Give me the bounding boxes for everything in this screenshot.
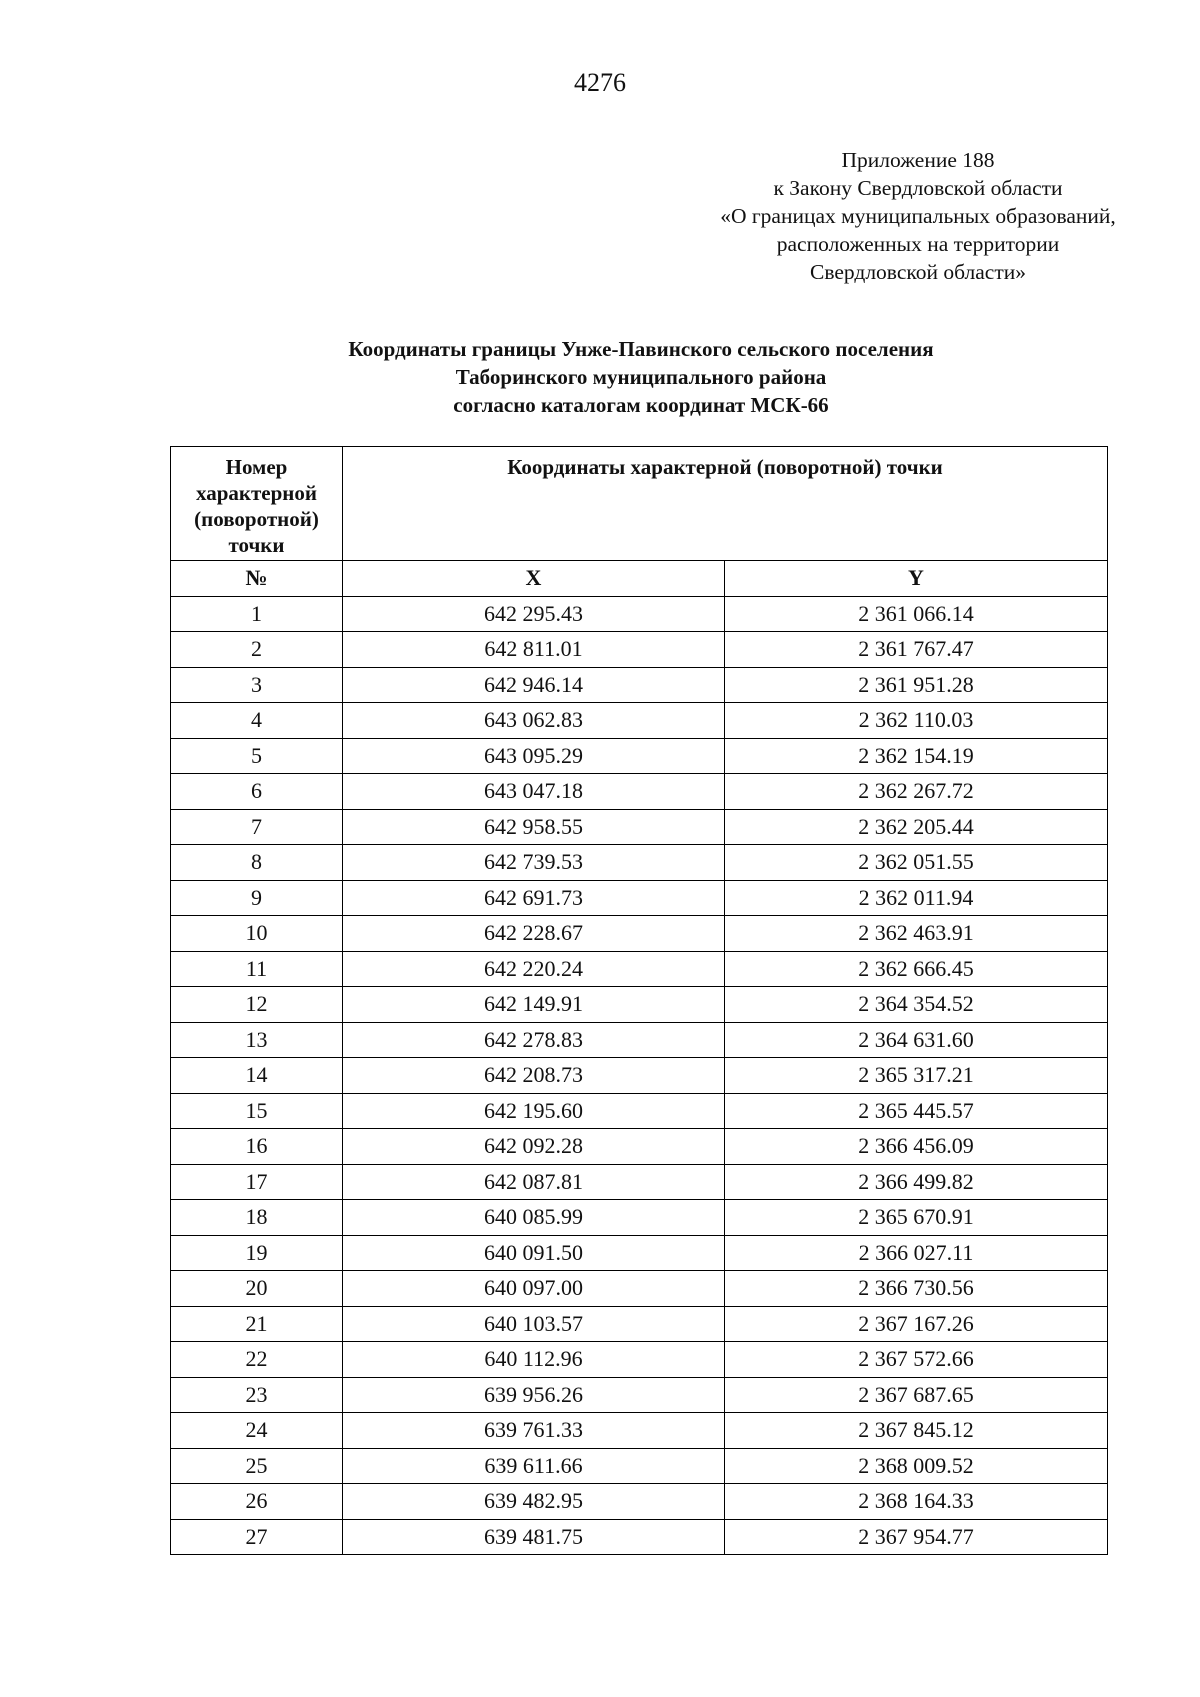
cell-y: 2 361 767.47 xyxy=(725,632,1108,668)
table-row xyxy=(171,916,1108,952)
cell-point-number: 1 xyxy=(171,596,343,632)
cell-y: 2 365 445.57 xyxy=(725,1093,1108,1129)
cell-y: 2 364 631.60 xyxy=(725,1022,1108,1058)
cell-x: 639 761.33 xyxy=(343,1413,725,1449)
table-row xyxy=(171,1235,1108,1271)
cell-x: 642 278.83 xyxy=(343,1022,725,1058)
appendix-line: Приложение 188 xyxy=(841,148,995,172)
cell-x: 640 103.57 xyxy=(343,1306,725,1342)
appendix-line: «О границах муниципальных образований, xyxy=(720,204,1116,228)
table-row xyxy=(171,596,1108,632)
table-row xyxy=(171,951,1108,987)
cell-y: 2 364 354.52 xyxy=(725,987,1108,1023)
table-row xyxy=(171,1164,1108,1200)
cell-x: 642 195.60 xyxy=(343,1093,725,1129)
cell-x: 642 811.01 xyxy=(343,632,725,668)
table-row xyxy=(171,774,1108,810)
cell-x: 643 047.18 xyxy=(343,774,725,810)
cell-y: 2 366 730.56 xyxy=(725,1271,1108,1307)
cell-point-number: 12 xyxy=(171,987,343,1023)
header-coordinates: Координаты характерной (поворотной) точки xyxy=(343,447,1108,561)
cell-point-number: 10 xyxy=(171,916,343,952)
table-row xyxy=(171,1448,1108,1484)
table-row xyxy=(171,703,1108,739)
header-line: (поворотной) xyxy=(194,507,319,531)
cell-point-number: 2 xyxy=(171,632,343,668)
title-line: Координаты границы Унже-Павинского сельского поселения xyxy=(348,337,934,361)
cell-point-number: 19 xyxy=(171,1235,343,1271)
cell-x: 643 062.83 xyxy=(343,703,725,739)
cell-point-number: 13 xyxy=(171,1022,343,1058)
cell-point-number: 25 xyxy=(171,1448,343,1484)
table-row xyxy=(171,1519,1108,1555)
table-row xyxy=(171,845,1108,881)
cell-point-number: 9 xyxy=(171,880,343,916)
cell-x: 642 149.91 xyxy=(343,987,725,1023)
cell-y: 2 365 670.91 xyxy=(725,1200,1108,1236)
header-x: X xyxy=(343,561,725,597)
table-subheader-row xyxy=(171,561,1108,597)
cell-point-number: 18 xyxy=(171,1200,343,1236)
cell-y: 2 368 164.33 xyxy=(725,1484,1108,1520)
cell-x: 643 095.29 xyxy=(343,738,725,774)
cell-point-number: 17 xyxy=(171,1164,343,1200)
cell-point-number: 15 xyxy=(171,1093,343,1129)
cell-point-number: 16 xyxy=(171,1129,343,1165)
appendix-line: Свердловской области» xyxy=(810,260,1026,284)
cell-x: 642 946.14 xyxy=(343,667,725,703)
cell-x: 640 112.96 xyxy=(343,1342,725,1378)
table-row xyxy=(171,1058,1108,1094)
table-row xyxy=(171,1022,1108,1058)
cell-y: 2 362 051.55 xyxy=(725,845,1108,881)
cell-point-number: 3 xyxy=(171,667,343,703)
appendix-line: к Закону Свердловской области xyxy=(773,176,1063,200)
cell-x: 642 691.73 xyxy=(343,880,725,916)
header-point-number xyxy=(171,447,343,561)
cell-y: 2 362 666.45 xyxy=(725,951,1108,987)
cell-point-number: 11 xyxy=(171,951,343,987)
header-line: точки xyxy=(228,533,285,557)
table-row xyxy=(171,1306,1108,1342)
table-row xyxy=(171,667,1108,703)
cell-x: 642 958.55 xyxy=(343,809,725,845)
cell-y: 2 367 572.66 xyxy=(725,1342,1108,1378)
cell-point-number: 6 xyxy=(171,774,343,810)
cell-point-number: 24 xyxy=(171,1413,343,1449)
title-line: согласно каталогам координат МСК-66 xyxy=(453,393,829,417)
cell-y: 2 365 317.21 xyxy=(725,1058,1108,1094)
cell-point-number: 7 xyxy=(171,809,343,845)
cell-y: 2 362 154.19 xyxy=(725,738,1108,774)
cell-y: 2 362 110.03 xyxy=(725,703,1108,739)
cell-y: 2 362 011.94 xyxy=(725,880,1108,916)
cell-x: 642 092.28 xyxy=(343,1129,725,1165)
cell-x: 640 085.99 xyxy=(343,1200,725,1236)
header-line: характерной xyxy=(195,481,318,505)
cell-point-number: 4 xyxy=(171,703,343,739)
cell-x: 642 220.24 xyxy=(343,951,725,987)
table-row xyxy=(171,1200,1108,1236)
table-row xyxy=(171,1342,1108,1378)
table-row xyxy=(171,1484,1108,1520)
cell-point-number: 14 xyxy=(171,1058,343,1094)
table-row xyxy=(171,1271,1108,1307)
cell-y: 2 367 167.26 xyxy=(725,1306,1108,1342)
cell-point-number: 27 xyxy=(171,1519,343,1555)
appendix-reference xyxy=(628,146,1200,286)
cell-x: 640 091.50 xyxy=(343,1235,725,1271)
page-number: 4276 xyxy=(574,68,626,97)
cell-x: 639 481.75 xyxy=(343,1519,725,1555)
document-title xyxy=(170,335,1112,419)
cell-x: 642 208.73 xyxy=(343,1058,725,1094)
header-no: № xyxy=(171,561,343,597)
header-y: Y xyxy=(725,561,1108,597)
cell-y: 2 366 456.09 xyxy=(725,1129,1108,1165)
table-row xyxy=(171,809,1108,845)
cell-point-number: 21 xyxy=(171,1306,343,1342)
table-row xyxy=(171,1129,1108,1165)
cell-y: 2 368 009.52 xyxy=(725,1448,1108,1484)
table-row xyxy=(171,632,1108,668)
table-header-row xyxy=(171,447,1108,561)
coordinates-table xyxy=(170,446,1108,1555)
cell-x: 642 295.43 xyxy=(343,596,725,632)
table-row xyxy=(171,880,1108,916)
cell-x: 639 482.95 xyxy=(343,1484,725,1520)
cell-point-number: 8 xyxy=(171,845,343,881)
table-row xyxy=(171,1413,1108,1449)
cell-x: 639 611.66 xyxy=(343,1448,725,1484)
cell-y: 2 362 267.72 xyxy=(725,774,1108,810)
cell-x: 642 228.67 xyxy=(343,916,725,952)
table-row xyxy=(171,987,1108,1023)
cell-x: 640 097.00 xyxy=(343,1271,725,1307)
cell-point-number: 22 xyxy=(171,1342,343,1378)
cell-y: 2 366 499.82 xyxy=(725,1164,1108,1200)
cell-point-number: 5 xyxy=(171,738,343,774)
cell-y: 2 366 027.11 xyxy=(725,1235,1108,1271)
cell-point-number: 20 xyxy=(171,1271,343,1307)
cell-y: 2 362 205.44 xyxy=(725,809,1108,845)
table-row xyxy=(171,738,1108,774)
cell-y: 2 361 066.14 xyxy=(725,596,1108,632)
cell-y: 2 367 845.12 xyxy=(725,1413,1108,1449)
cell-x: 642 087.81 xyxy=(343,1164,725,1200)
cell-y: 2 367 954.77 xyxy=(725,1519,1108,1555)
table-row xyxy=(171,1093,1108,1129)
cell-y: 2 367 687.65 xyxy=(725,1377,1108,1413)
cell-y: 2 362 463.91 xyxy=(725,916,1108,952)
cell-x: 642 739.53 xyxy=(343,845,725,881)
appendix-line: расположенных на территории xyxy=(776,232,1060,256)
header-line: Номер xyxy=(225,455,288,479)
cell-point-number: 26 xyxy=(171,1484,343,1520)
cell-x: 639 956.26 xyxy=(343,1377,725,1413)
cell-y: 2 361 951.28 xyxy=(725,667,1108,703)
title-line: Таборинского муниципального района xyxy=(455,365,827,389)
table-row xyxy=(171,1377,1108,1413)
cell-point-number: 23 xyxy=(171,1377,343,1413)
